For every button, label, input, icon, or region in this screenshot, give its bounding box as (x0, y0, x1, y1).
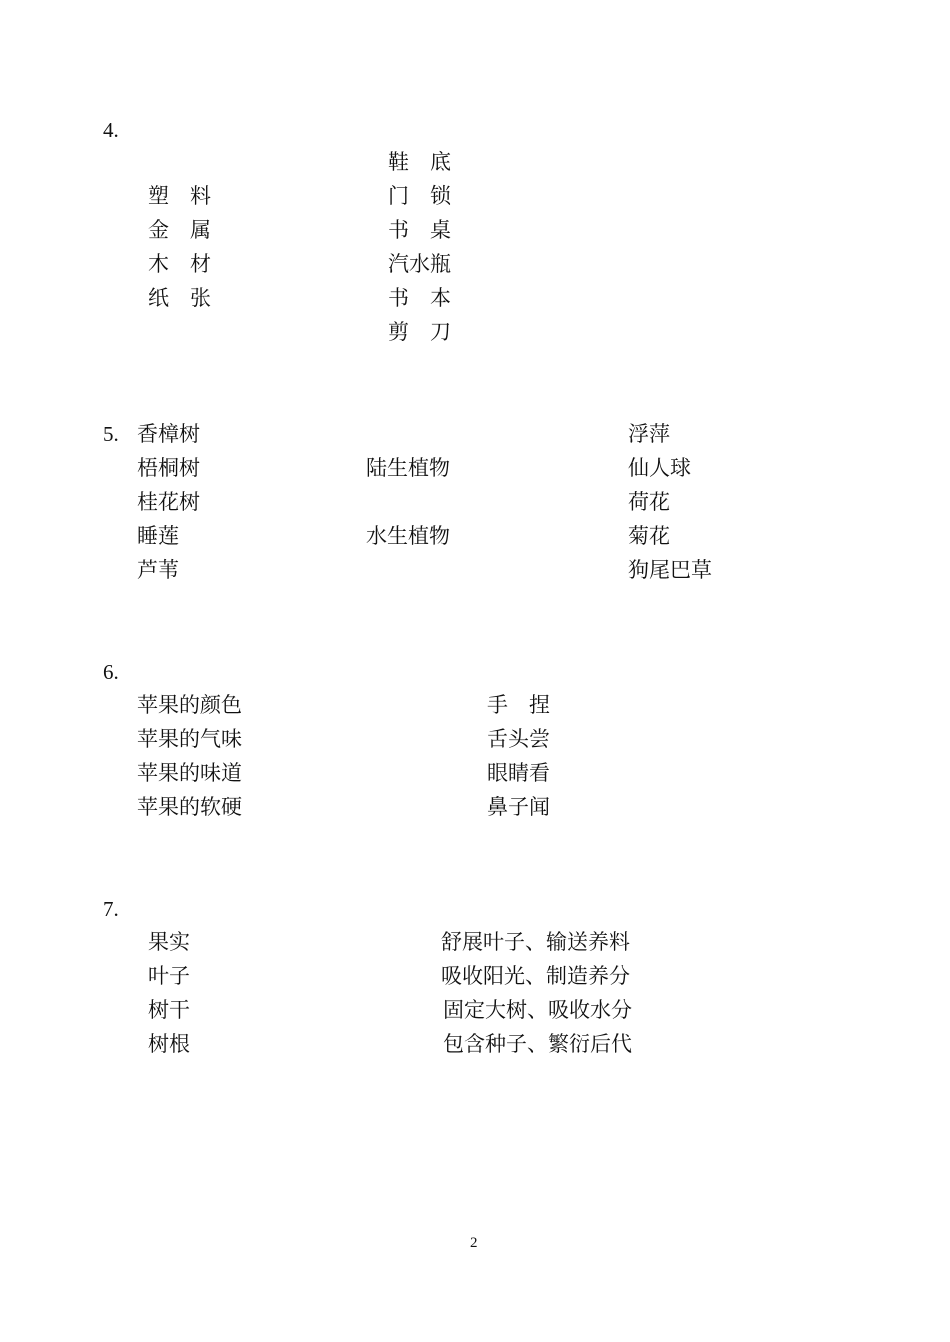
q4-left-item: 纸 张 (148, 286, 211, 310)
q4-right-item: 书 本 (388, 286, 451, 310)
q6-right-item: 手 捏 (487, 693, 550, 717)
q4-right-item: 鞋 底 (388, 150, 451, 174)
q6-right-item: 舌头尝 (487, 727, 550, 751)
q4-right-item: 门 锁 (388, 184, 451, 208)
q7-left-item: 叶子 (148, 964, 190, 988)
q5-left-item: 香樟树 (137, 422, 200, 446)
q7-right-item: 包含种子、繁衍后代 (443, 1032, 632, 1056)
q4-right-item: 书 桌 (388, 218, 451, 242)
q7-left-item: 树干 (148, 998, 190, 1022)
q5-left-item: 梧桐树 (137, 456, 200, 480)
q4-left-item: 塑 料 (148, 184, 211, 208)
page-number: 2 (470, 1235, 478, 1251)
q4-left-item: 金 属 (148, 218, 211, 242)
q5-left-item: 桂花树 (137, 490, 200, 514)
q6-number: 6. (103, 660, 119, 684)
q5-left-item: 睡莲 (137, 524, 179, 548)
q5-right-item: 仙人球 (628, 456, 691, 480)
q5-right-item: 荷花 (628, 490, 670, 514)
q4-left-item: 木 材 (148, 252, 211, 276)
q5-right-item: 菊花 (628, 524, 670, 548)
q4-right-item: 汽水瓶 (388, 252, 451, 276)
q4-right-item: 剪 刀 (388, 320, 451, 344)
q6-right-item: 鼻子闻 (487, 795, 550, 819)
q5-middle-item: 陆生植物 (366, 456, 450, 480)
q5-middle-item: 水生植物 (366, 524, 450, 548)
q7-right-item: 固定大树、吸收水分 (443, 998, 632, 1022)
q5-number: 5. (103, 422, 119, 446)
q5-left-item: 芦苇 (137, 558, 179, 582)
q6-left-item: 苹果的软硬 (137, 795, 242, 819)
q6-right-item: 眼睛看 (487, 761, 550, 785)
q5-right-item: 狗尾巴草 (628, 558, 712, 582)
q7-left-item: 树根 (148, 1032, 190, 1056)
q7-right-item: 舒展叶子、输送养料 (441, 930, 630, 954)
q6-left-item: 苹果的颜色 (137, 693, 242, 717)
q4-number: 4. (103, 118, 119, 142)
q7-number: 7. (103, 897, 119, 921)
q7-left-item: 果实 (148, 930, 190, 954)
q5-right-item: 浮萍 (628, 422, 670, 446)
q6-left-item: 苹果的味道 (137, 761, 242, 785)
q7-right-item: 吸收阳光、制造养分 (441, 964, 630, 988)
q6-left-item: 苹果的气味 (137, 727, 242, 751)
